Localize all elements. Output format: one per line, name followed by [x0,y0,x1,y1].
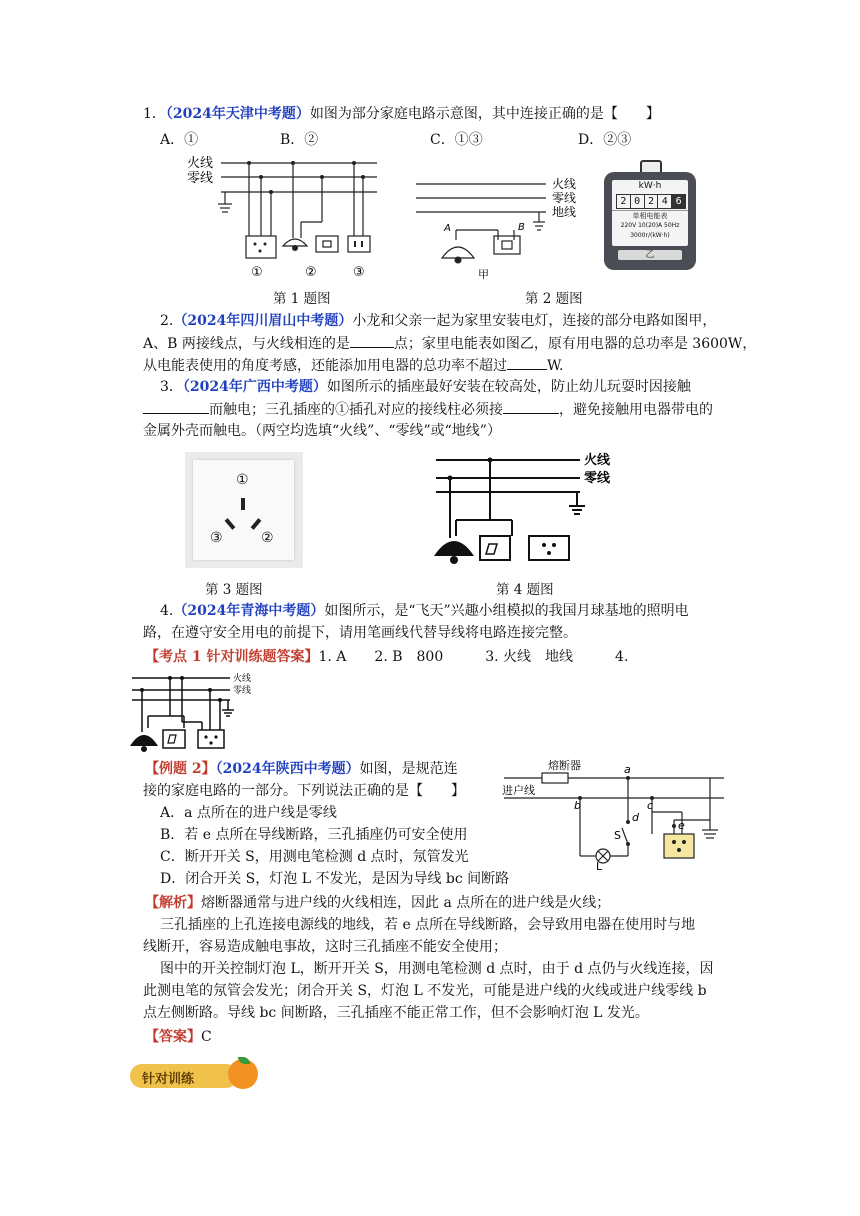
fig3-label-top: ① [236,472,249,488]
q1-option-b: B．② [280,132,319,148]
fig2-neutral-label: 零线 [552,191,577,205]
q2-blank-1[interactable] [350,333,394,348]
q3-line2: 而触电；三孔插座的①插孔对应的接线柱必须接 ，避免接触用电器带电的 [143,399,713,420]
analysis-p3c: 点左侧断路。导线 bc 间断路，三孔插座不能正常工作，但不会影响灯泡 L 发光。 [143,1005,649,1021]
fig5-point-a: a [624,763,631,776]
q1-stem: 1．（2024年天津中考题）如图为部分家庭电路示意图，其中连接正确的是【 】 [143,106,660,122]
example2-option-d: D．闭合开关 S，灯泡 L 不发光，是因为导线 bc 间断路 [160,871,510,887]
meter-spec: 220V 10(20)A 50Hz [620,222,680,229]
socket-hole-top [241,498,245,510]
fig4-caption: 第 4 题图 [496,582,554,598]
socket-hole-left [225,518,236,530]
analysis-p3b: 此测电笔的氖管会发光；闭合开关 S，灯泡 L 不发光，可能是进户线的火线或进户线零线 b [143,983,707,999]
fig3-label-left: ③ [210,530,223,546]
fig5-point-d: d [632,811,639,824]
analysis-p1: 【解析】熔断器通常与进户线的火线相连，因此 a 点所在的进户线是火线； [145,895,611,911]
fig2-label-yi: 乙 [618,250,682,260]
example2-option-b: B．若 e 点所在导线断路，三孔插座仍可安全使用 [160,827,468,843]
fig5-lamp-label: L [596,860,603,870]
fig4-live-label: 火线 [584,453,611,468]
answer2-label: 【答案】 [145,1029,201,1045]
q2-blank-2[interactable] [507,355,547,370]
fig1-caption: 第 1 题图 [273,291,331,307]
q3-blank-2[interactable] [503,399,559,414]
example2-option-c: C．断开开关 S，用测电笔检测 d 点时，氖管发光 [160,849,469,865]
answers-line [145,647,628,667]
meter-name: 单相电能表 [612,210,688,221]
fig-answer-neutral-label: 零线 [233,686,252,696]
q3-line3: 金属外壳而触电。（两空均选填“火线”、“零线”或“地线”） [143,423,501,439]
q4-line2: 路，在遵守安全用电的前提下，请用笔画线代替导线将电路连接完整。 [143,625,577,641]
q1-option-d: D．②③ [578,132,632,148]
q2-line2: A、B 两接线点，与火线相连的是 点；家里电能表如图乙，原有用电器的总功率是 3600W， [143,333,756,354]
fig2-point-a: A [444,223,451,234]
q1-option-a: A．① [160,132,199,148]
fig3-socket [185,452,303,568]
fig4-neutral-label: 零线 [584,471,611,486]
fig2-live-label: 火线 [552,177,577,191]
example2-line1: 【例题 2】（2024年陕西中考题）如图，是规范连 [145,761,458,777]
answers-label: 【考点 1 针对训练题答案】 [145,649,319,665]
fig2-circuit [410,174,585,284]
fig1-live-label: 火线 [187,156,214,171]
analysis-p2b: 线断开，容易造成触电事故，这时三孔插座不能安全使用； [143,939,507,955]
fig1-circuit [185,152,385,284]
meter-digits: 2 0 2 4 6 [616,194,686,209]
fig5-inlet-label: 进户线 [502,784,535,797]
fig3-caption: 第 3 题图 [205,582,263,598]
example2-source: （2024年陕西中考题） [215,761,360,777]
analysis-label: 【解析】 [145,895,201,911]
fig1-label-3: ③ [353,265,365,280]
analysis-p3a: 图中的开关控制灯泡 L，断开开关 S，用测电笔检测 d 点时，由于 d 点仍与火线连接，因 [160,961,714,977]
fig5-circuit [500,758,750,870]
practice-badge [130,1057,258,1091]
analysis-p2a: 三孔插座的上孔连接电源线的地线，若 e 点所在导线断路，会导致用电器在使用时与地 [160,917,696,933]
fig5-point-c: c [647,799,654,812]
q3-source: （2024年广西中考题） [182,379,327,395]
fig2-ground-label: 地线 [552,205,577,219]
fig5-fuse-label: 熔断器 [548,759,581,772]
q1-option-c: C．①③ [430,132,483,148]
answer2-line [145,1027,212,1047]
q3-blank-1[interactable] [143,399,209,414]
fig4-circuit [432,452,622,570]
answers-text: 1. A 2. B 800 3. 火线 地线 4. [318,649,629,665]
fig1-label-2: ② [305,265,317,280]
fig5-point-e: e [678,819,685,832]
fig-answer-circuit [130,672,260,754]
fig2-electric-meter [604,160,696,286]
fig2-caption: 第 2 题图 [525,291,583,307]
q2-source: （2024年四川眉山中考题） [173,313,353,329]
q2-line3: 从电能表使用的角度考感，还能添加用电器的总功率不超过 W. [143,355,563,376]
example2-line2: 接的家庭电路的一部分。下列说法正确的是【 】 [143,783,465,799]
meter-unit: kW·h [638,181,662,191]
fig1-neutral-label: 零线 [187,171,214,186]
q4-line1: 4.（2024年青海中考题）如图所示，是“飞天”兴趣小组模拟的我国月球基地的照明电 [160,603,689,619]
socket-hole-right [251,518,262,530]
example2-label: 【例题 2】 [145,761,216,777]
fig1-label-1: ① [251,265,263,280]
q3-line1: 3．（2024年广西中考题）如图所示的插座最好安装在较高处，防止幼儿玩耍时因接触 [160,379,691,395]
badge-text: 针对训练 [142,1072,195,1087]
q2-line1: 2.（2024年四川眉山中考题）小龙和父亲一起为家里安装电灯，连接的部分电路如图甲， [160,313,717,329]
q1-source: （2024年天津中考题） [165,106,310,122]
meter-const: 3000r/(kW·h) [630,232,670,239]
fig3-label-right: ② [261,530,274,546]
fig-answer-live-label: 火线 [233,674,252,684]
fig2-point-b: B [518,222,525,233]
q4-source: （2024年青海中考题） [173,603,325,619]
fig5-switch-label: S [614,829,621,842]
answer2-value: C [201,1029,212,1045]
fig5-point-b: b [574,799,581,812]
fig2-label-jia: 甲 [478,268,489,281]
example2-option-a: A．a 点所在的进户线是零线 [160,805,337,821]
